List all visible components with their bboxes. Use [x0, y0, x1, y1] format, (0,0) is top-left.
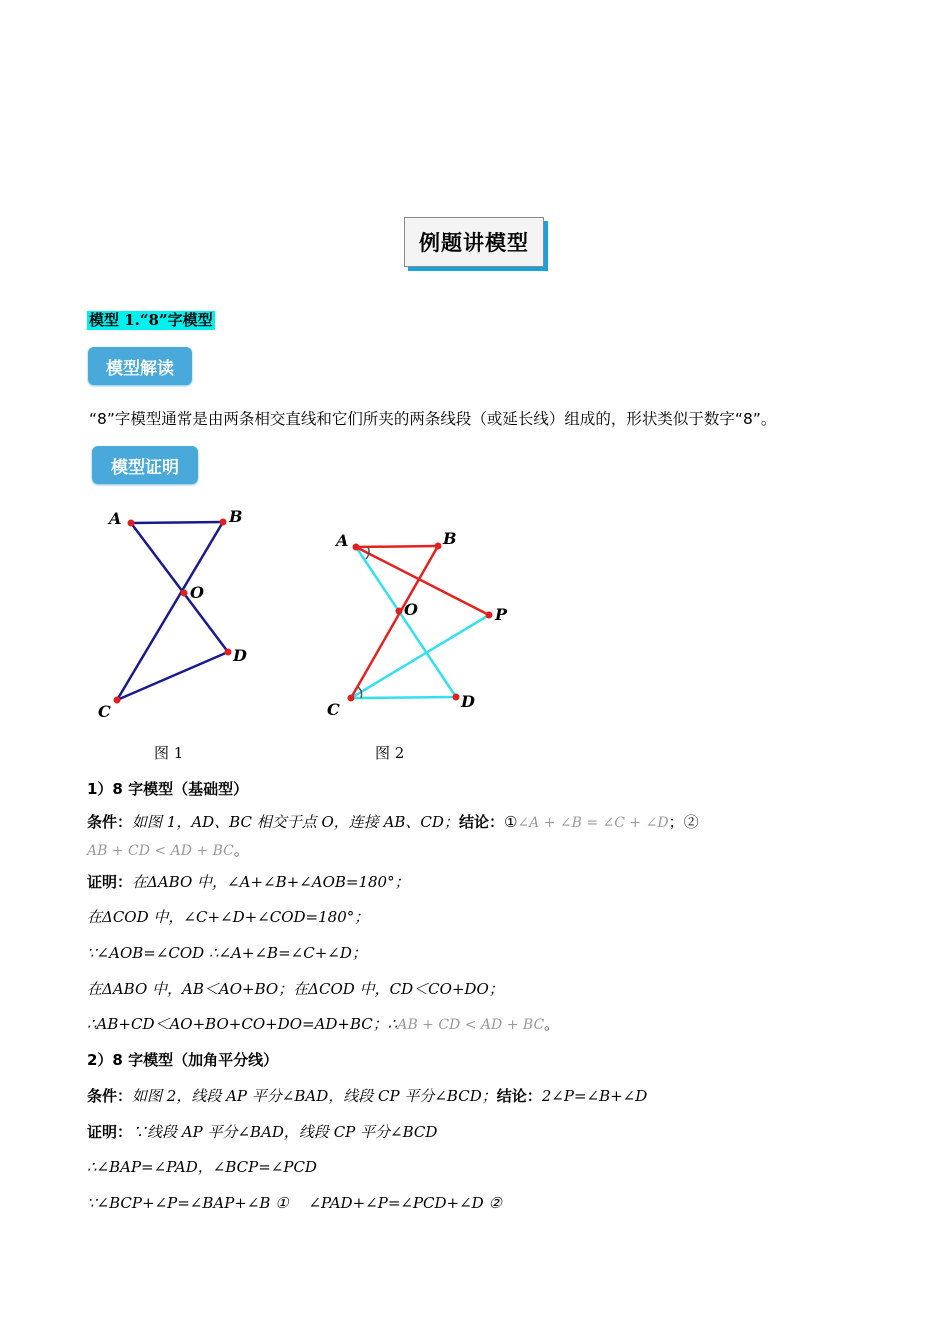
- fig2-label-o: O: [404, 600, 418, 619]
- fig2-label-a: A: [336, 531, 349, 550]
- fig2-segment-ap: [356, 547, 489, 615]
- s1-cond-text: 如图 1，AD、BC 相交于点 O，连接 AB、CD；: [132, 813, 459, 831]
- fig1-point-o: [181, 590, 188, 597]
- s1-proof-1: [87, 872, 410, 892]
- fig1-label-a: A: [109, 509, 122, 528]
- figure-2-caption: 图 2: [375, 744, 405, 762]
- s1-proof-3: ∵∠AOB=∠COD ∴∠A+∠B=∠C+∠D；: [87, 944, 367, 962]
- s2-concl-label: 结论：: [496, 1087, 542, 1105]
- fig2-segment-cd: [351, 697, 456, 698]
- fig1-label-d: D: [233, 646, 247, 665]
- fig2-point-d: [453, 694, 460, 701]
- fig2-point-a: [353, 544, 360, 551]
- s1-proof-label: 证明：: [87, 873, 133, 891]
- fig1-point-d: [225, 649, 232, 656]
- fig1-segment-ad: [131, 523, 228, 652]
- fig2-segment-ab: [356, 546, 438, 547]
- fig2-label-d: D: [461, 692, 475, 711]
- fig2-segment-bc: [351, 546, 438, 698]
- fig2-segment-ad: [356, 547, 456, 697]
- fig1-label-c: C: [98, 702, 111, 721]
- figure-1-caption: 图 1: [154, 744, 184, 762]
- s1-cond-label: 条件：: [87, 813, 133, 831]
- s2-proof-1-text: ∵线段 AP 平分∠BAD，线段 CP 平分∠BCD: [132, 1123, 438, 1141]
- fig2-point-o: [396, 608, 403, 615]
- section-title-box: [404, 217, 544, 267]
- s2-concl-text: 2∠P=∠B+∠D: [541, 1087, 648, 1105]
- s1-concl-2-formula: AB + CD < AD + BC: [87, 843, 234, 859]
- fig1-segment-cd: [117, 652, 228, 700]
- s1-concl-1-formula: ∠A + ∠B = ∠C + ∠D: [517, 815, 669, 831]
- fig2-point-c: [348, 695, 355, 702]
- s2-cond-label: 条件：: [87, 1087, 133, 1105]
- s1-condition: [87, 812, 699, 833]
- s1-proof-5-end: 。: [544, 1015, 560, 1033]
- fig2-label-p: P: [495, 605, 508, 624]
- fig2-point-p: [486, 612, 493, 619]
- s1-proof-5: [87, 1014, 559, 1035]
- fig1-point-c: [114, 697, 121, 704]
- s1-concl-1-prefix: ①: [503, 813, 518, 831]
- model-reading-badge: 模型解读: [88, 347, 192, 385]
- s1-proof-5-formula: AB + CD < AD + BC: [397, 1017, 545, 1033]
- fig1-label-b: B: [229, 507, 243, 526]
- fig1-lines: [117, 522, 228, 700]
- s2-proof-2: ∴∠BAP=∠PAD，∠BCP=∠PCD: [87, 1158, 317, 1176]
- s1-proof-2: 在ΔCOD 中，∠C+∠D+∠COD=180°；: [87, 908, 370, 926]
- s1-concl-2-end: 。: [233, 841, 249, 859]
- figure-1: [90, 500, 270, 730]
- s1-proof-4: 在ΔABO 中，AB＜AO+BO；在ΔCOD 中，CD＜CO+DO；: [87, 980, 504, 998]
- s2-proof-3: ∵∠BCP+∠P=∠BAP+∠B ① ∠PAD+∠P=∠PCD+∠D ②: [87, 1194, 502, 1212]
- s1-concl-label: 结论：: [458, 813, 504, 831]
- fig2-label-b: B: [443, 529, 457, 548]
- s1-proof-5-text: ∴AB+CD＜AO+BO+CO+DO=AD+BC；∴: [87, 1015, 398, 1033]
- fig2-point-b: [435, 543, 442, 550]
- figure-2: [325, 525, 525, 725]
- s1-proof-1-text: 在ΔABO 中，∠A+∠B+∠AOB=180°；: [132, 873, 410, 891]
- section-title: 例题讲模型: [419, 231, 529, 255]
- fig1-point-a: [128, 520, 135, 527]
- model-proof-badge: 模型证明: [92, 446, 198, 484]
- fig1-segment-bc: [117, 522, 223, 700]
- s1-heading: 1）8 字模型（基础型）: [87, 780, 249, 798]
- s1-conclusion-2: [87, 840, 249, 861]
- intro-text: “8”字模型通常是由两条相交直线和它们所夹的两条线段（或延长线）组成的，形状类似于数字“8”。: [89, 410, 777, 428]
- fig2-segment-cp: [351, 615, 489, 698]
- s2-cond-text: 如图 2，线段 AP 平分∠BAD，线段 CP 平分∠BCD；: [132, 1087, 497, 1105]
- s2-proof-label: 证明：: [87, 1123, 133, 1141]
- fig1-segment-ab: [131, 522, 223, 523]
- s2-heading: 2）8 字模型（加角平分线）: [87, 1051, 279, 1069]
- s2-proof-1: [87, 1122, 437, 1142]
- s2-condition: [87, 1086, 647, 1106]
- fig2-label-c: C: [327, 700, 340, 719]
- fig1-point-b: [220, 519, 227, 526]
- model-heading: 模型 1.“8”字模型: [89, 311, 213, 329]
- s1-concl-2-prefix: ；②: [668, 813, 699, 831]
- fig1-label-o: O: [190, 583, 204, 602]
